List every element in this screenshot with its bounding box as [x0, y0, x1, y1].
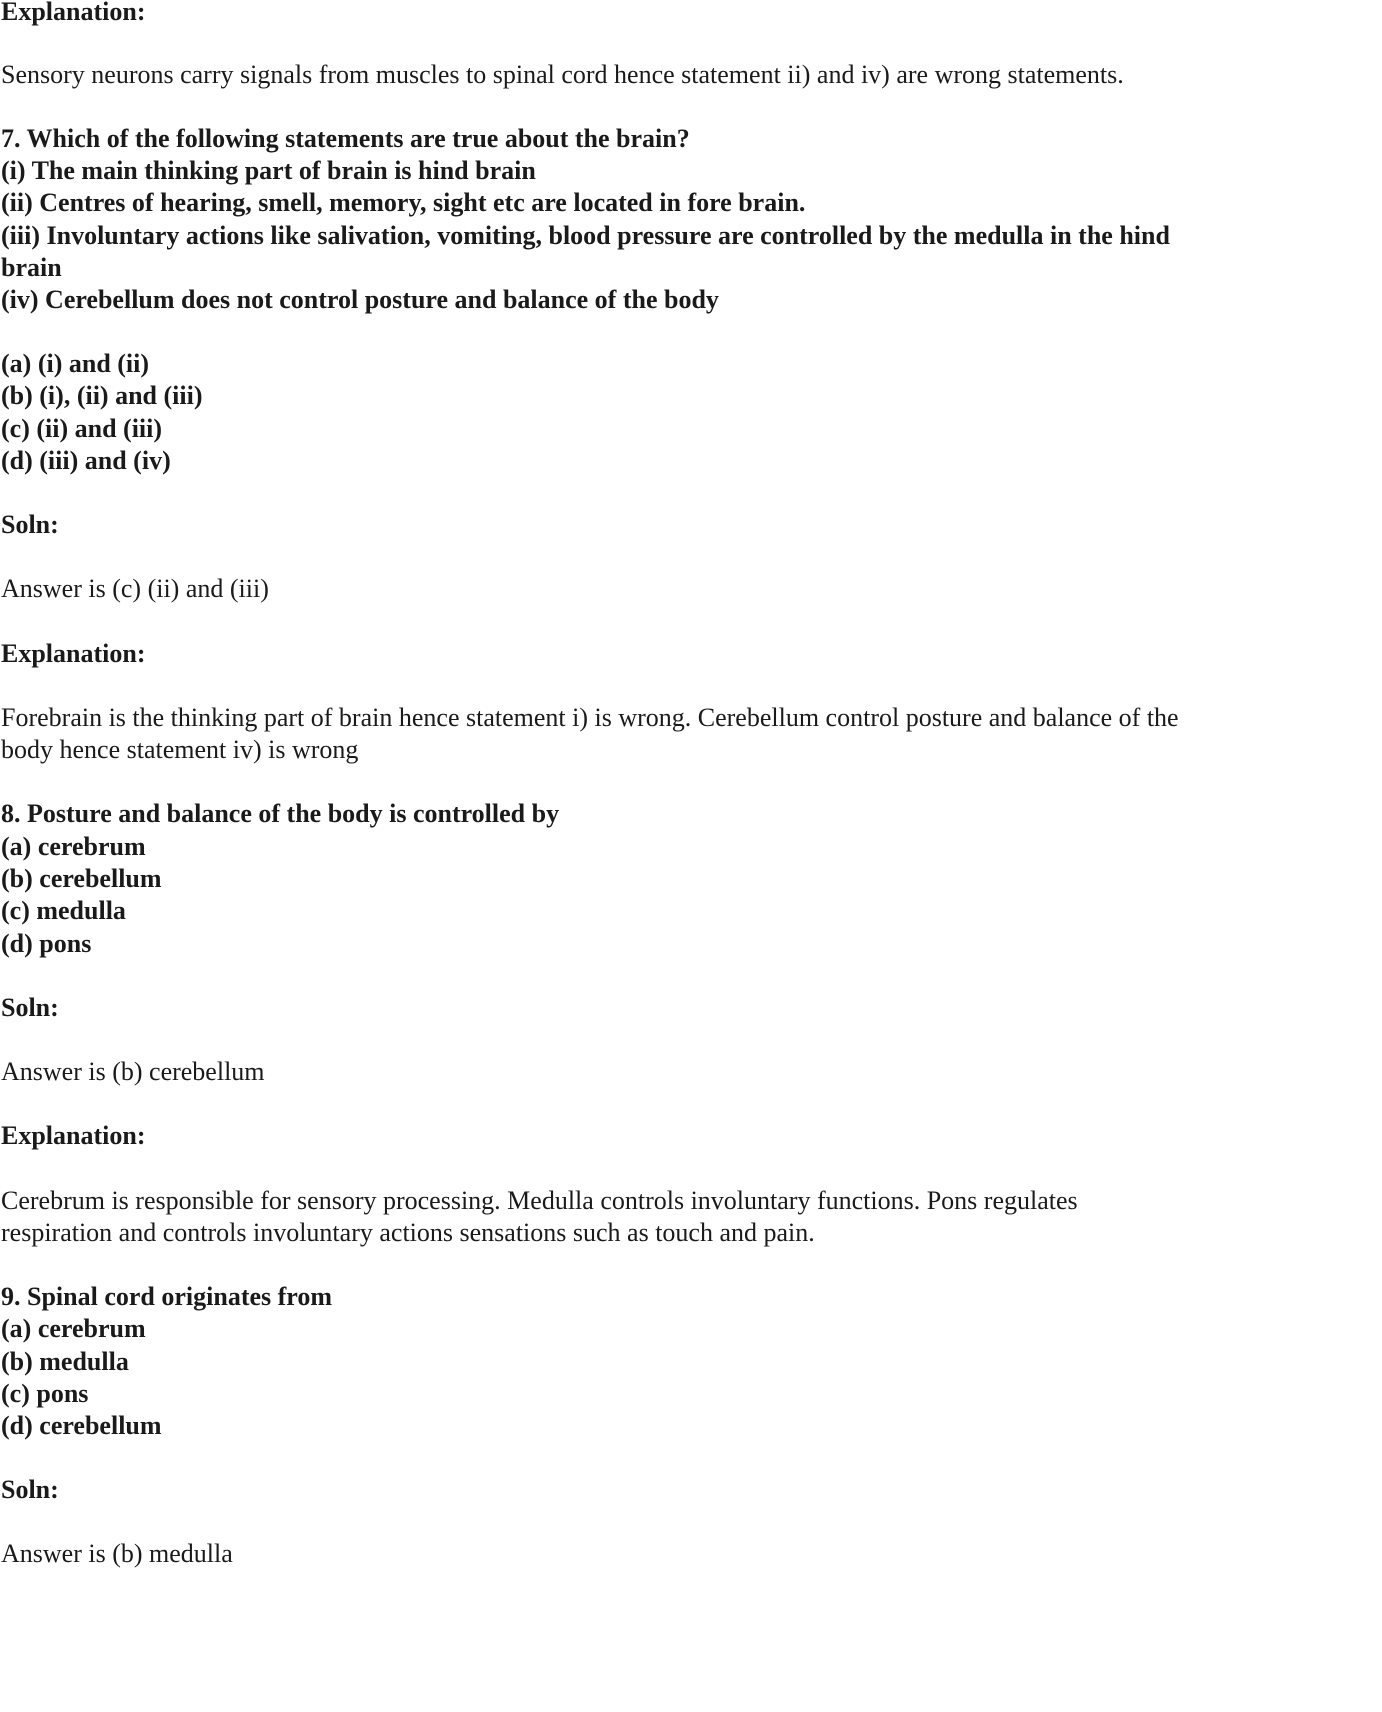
q8-explanation-line-2: respiration and controls involuntary actions sensations such as touch and pain. — [1, 1218, 815, 1247]
q7-statement-iv: (iv) Cerebellum does not control posture and balance of the body — [1, 285, 719, 314]
q7-option-b: (b) (i), (ii) and (iii) — [1, 381, 203, 410]
q8-explanation-line-1: Cerebrum is responsible for sensory processing. Medulla controls involuntary functions. Pons regulates — [1, 1186, 1078, 1215]
q7-option-c: (c) (ii) and (iii) — [1, 414, 163, 443]
q8-option-a: (a) cerebrum — [1, 832, 146, 861]
q7-explanation-line-1: Forebrain is the thinking part of brain hence statement i) is wrong. Cerebellum control posture and balance of the — [1, 703, 1179, 732]
q8-explanation-heading: Explanation: — [1, 1121, 146, 1150]
question-8: 8. Posture and balance of the body is controlled by — [1, 799, 560, 828]
q9-option-b: (b) medulla — [1, 1347, 129, 1376]
q8-answer: Answer is (b) cerebellum — [1, 1057, 265, 1086]
q7-option-a: (a) (i) and (ii) — [1, 349, 150, 378]
q9-soln-heading: Soln: — [1, 1475, 59, 1504]
q9-option-a: (a) cerebrum — [1, 1314, 146, 1343]
q7-explanation-line-2: body hence statement iv) is wrong — [1, 735, 359, 764]
q8-soln-heading: Soln: — [1, 993, 59, 1022]
question-9: 9. Spinal cord originates from — [1, 1282, 333, 1311]
q9-option-d: (d) cerebellum — [1, 1411, 162, 1440]
q7-soln-heading: Soln: — [1, 510, 59, 539]
question-7: 7. Which of the following statements are true about the brain? — [1, 124, 690, 153]
q7-statement-iii-cont: brain — [1, 253, 62, 282]
q7-option-d: (d) (iii) and (iv) — [1, 446, 171, 475]
explanation-heading: Explanation: — [1, 0, 146, 26]
q7-statement-i: (i) The main thinking part of brain is hind brain — [1, 156, 536, 185]
q9-option-c: (c) pons — [1, 1379, 89, 1408]
q9-answer: Answer is (b) medulla — [1, 1539, 233, 1568]
q7-explanation-heading: Explanation: — [1, 639, 146, 668]
q8-option-d: (d) pons — [1, 929, 92, 958]
q8-option-c: (c) medulla — [1, 896, 126, 925]
q7-statement-ii: (ii) Centres of hearing, smell, memory, sight etc are located in fore brain. — [1, 188, 806, 217]
q7-answer: Answer is (c) (ii) and (iii) — [1, 574, 269, 603]
q8-option-b: (b) cerebellum — [1, 864, 162, 893]
explanation-text: Sensory neurons carry signals from muscles to spinal cord hence statement ii) and iv) are wrong statements. — [1, 60, 1124, 89]
q7-statement-iii: (iii) Involuntary actions like salivation, vomiting, blood pressure are controlled by the medulla in the hind — [1, 221, 1170, 250]
